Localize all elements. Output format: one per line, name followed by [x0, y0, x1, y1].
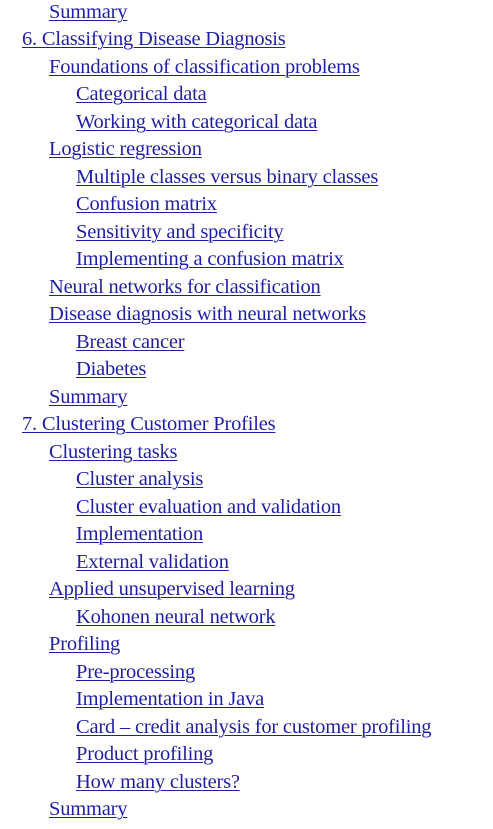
toc-link[interactable]: Summary	[49, 1, 128, 23]
toc-item-neural-networks[interactable]	[0, 273, 321, 301]
toc-link[interactable]: 7. Clustering Customer Profiles	[22, 413, 276, 435]
toc-subitem-cluster-analysis[interactable]	[0, 465, 203, 493]
toc-link[interactable]: Cluster evaluation and validation	[76, 496, 341, 518]
toc-chapter-6[interactable]	[0, 25, 286, 53]
toc-subitem-categorical-data[interactable]	[0, 80, 207, 108]
toc-link[interactable]: Clustering tasks	[49, 441, 178, 463]
toc-link[interactable]: Profiling	[49, 633, 121, 655]
toc-subitem-working-categorical[interactable]	[0, 108, 317, 136]
toc-link[interactable]: Implementation	[76, 523, 203, 545]
toc-link[interactable]: Sensitivity and specificity	[76, 221, 284, 243]
toc-subitem-kohonen[interactable]	[0, 603, 275, 631]
toc-link[interactable]: Pre-processing	[76, 661, 196, 683]
toc-link[interactable]: Kohonen neural network	[76, 606, 276, 628]
toc-link[interactable]: Diabetes	[76, 358, 147, 380]
toc-subitem-diabetes[interactable]	[0, 355, 146, 383]
toc-item-clustering-tasks[interactable]	[0, 438, 177, 466]
toc-subitem-implementation[interactable]	[0, 520, 203, 548]
toc-link[interactable]: Working with categorical data	[76, 111, 318, 133]
toc-link[interactable]: External validation	[76, 551, 229, 573]
toc-link[interactable]: Applied unsupervised learning	[49, 578, 295, 600]
toc-item-summary[interactable]	[0, 383, 127, 411]
toc-link[interactable]: Categorical data	[76, 83, 207, 105]
toc-link[interactable]: Card – credit analysis for customer profiling	[76, 716, 432, 738]
toc-subitem-pre-processing[interactable]	[0, 658, 195, 686]
toc-subitem-card-credit[interactable]	[0, 713, 431, 741]
toc-link[interactable]: Neural networks for classification	[49, 276, 321, 298]
toc-item-summary[interactable]	[0, 0, 127, 26]
toc-item-logistic-regression[interactable]	[0, 135, 202, 163]
toc-link[interactable]: Product profiling	[76, 743, 214, 765]
toc-link[interactable]: How many clusters?	[76, 771, 240, 793]
toc-link[interactable]: Implementation in Java	[76, 688, 265, 710]
toc-link[interactable]: Logistic regression	[49, 138, 202, 160]
toc-item-applied-unsupervised[interactable]	[0, 575, 295, 603]
toc-link[interactable]: Multiple classes versus binary classes	[76, 166, 379, 188]
toc-link[interactable]: Summary	[49, 386, 128, 408]
toc-subitem-implementing-confusion[interactable]	[0, 245, 344, 273]
toc-subitem-implementation-java[interactable]	[0, 685, 264, 713]
toc-link[interactable]: Implementing a confusion matrix	[76, 248, 344, 270]
toc-link[interactable]: Breast cancer	[76, 331, 185, 353]
toc-subitem-breast-cancer[interactable]	[0, 328, 184, 356]
toc-link[interactable]: Cluster analysis	[76, 468, 204, 490]
toc-link[interactable]: 6. Classifying Disease Diagnosis	[22, 28, 286, 50]
toc-link[interactable]: Summary	[49, 798, 128, 820]
toc-subitem-external-validation[interactable]	[0, 548, 229, 576]
toc-subitem-how-many-clusters[interactable]	[0, 768, 240, 796]
toc-subitem-cluster-evaluation[interactable]	[0, 493, 341, 521]
toc-subitem-sensitivity[interactable]	[0, 218, 284, 246]
toc-chapter-7[interactable]	[0, 410, 275, 438]
toc-item-disease-diagnosis[interactable]	[0, 300, 366, 328]
toc-link[interactable]: Foundations of classification problems	[49, 56, 360, 78]
toc-link[interactable]: Confusion matrix	[76, 193, 217, 215]
toc-item-summary[interactable]	[0, 795, 127, 823]
toc-subitem-confusion-matrix[interactable]	[0, 190, 217, 218]
toc-item-profiling[interactable]	[0, 630, 120, 658]
toc-link[interactable]: Disease diagnosis with neural networks	[49, 303, 366, 325]
toc-subitem-product-profiling[interactable]	[0, 740, 213, 768]
toc-subitem-multiple-classes[interactable]	[0, 163, 378, 191]
toc-item-foundations[interactable]	[0, 53, 360, 81]
